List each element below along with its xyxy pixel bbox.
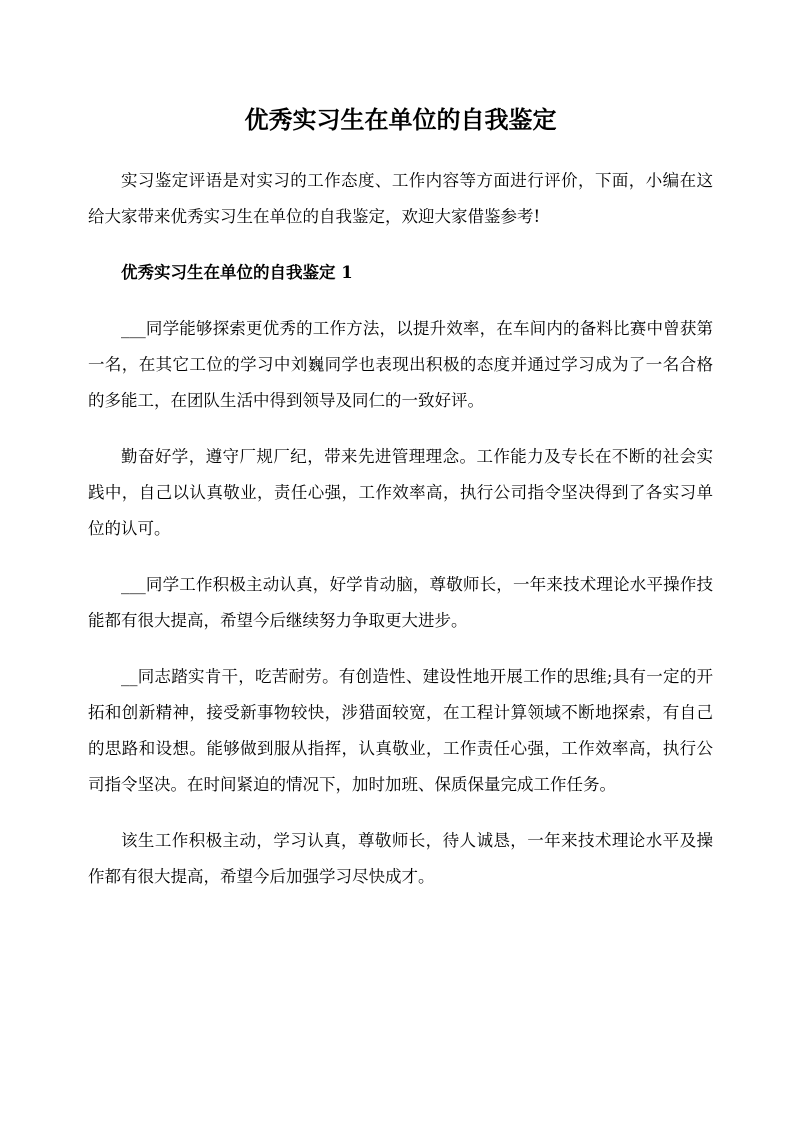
body-paragraph-3: ___同学工作积极主动认真，好学肯动脑，尊敬师长，一年来技术理论水平操作技能都有很大提高，希望今后继续努力争取更大进步。: [88, 575, 713, 630]
document-title: 优秀实习生在单位的自我鉴定: [244, 105, 557, 134]
section-heading: 优秀实习生在单位的自我鉴定 1: [121, 263, 353, 282]
intro-paragraph: 实习鉴定评语是对实习的工作态度、工作内容等方面进行评价，下面，小编在这给大家带来优秀实习生在单位的自我鉴定，欢迎大家借鉴参考!: [88, 171, 713, 226]
body-paragraph-2: 勤奋好学，遵守厂规厂纪，带来先进管理理念。工作能力及专长在不断的社会实践中，自己以认真敬业，责任心强，工作效率高，执行公司指令坚决得到了各实习单位的认可。: [88, 447, 713, 538]
body-paragraph-4: __同志踏实肯干，吃苦耐劳。有创造性、建设性地开展工作的思维;具有一定的开拓和创新精神，接受新事物较快，涉猎面较宽，在工程计算领域不断地探索，有自己的思路和设想。能够做到服从指挥，认真敬业，工作责任心强，工作效率高，执行公司指令坚决。在时间紧迫的情况下，加时加班、保质保量完成工作任务。: [88, 667, 713, 794]
document-body: [88, 102, 713, 895]
body-paragraph-1: ___同学能够探索更优秀的工作方法，以提升效率，在车间内的备料比赛中曾获第一名，在其它工位的学习中刘巍同学也表现出积极的态度并通过学习成为了一名合格的多能工，在团队生活中得到领导及同仁的一致好评。: [88, 319, 713, 410]
body-paragraph-5: 该生工作积极主动，学习认真，尊敬师长，待人诚恳，一年来技术理论水平及操作都有很大提高，希望今后加强学习尽快成才。: [88, 831, 713, 886]
